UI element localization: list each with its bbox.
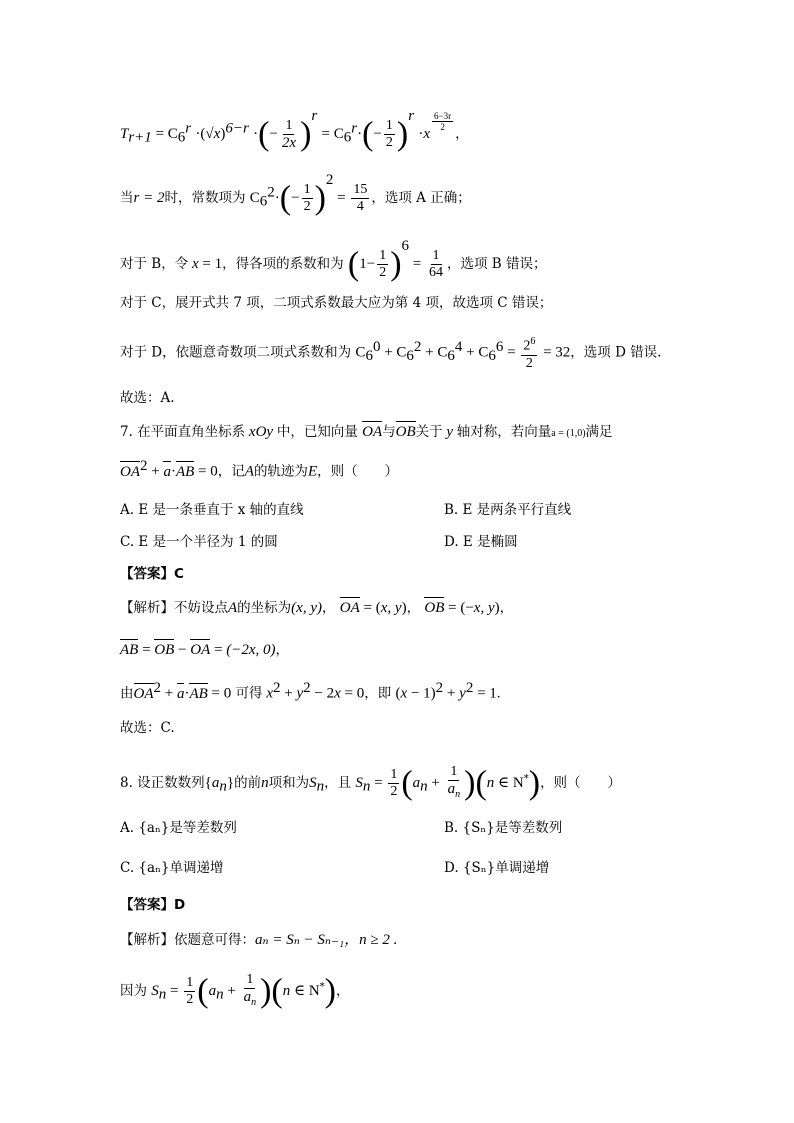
option-b-analysis: 对于 B，令 x = 1，得各项的系数和为 (1− $\frac{1}{2}$ )$^6$ = $\frac{1}{64}$ ，选项 B 错误； [120,238,547,283]
q8-option-a[interactable]: A. {aₙ}是等差数列 [120,820,237,836]
explanation-8-line2: 因为 $S_n$ = $\frac{1}{2}$ ($a_n$ + $\frac{1}{a_n}$ )(n ∈ N*)， [120,972,350,1010]
explanation-8-line1: 【解析】依题意可得：aₙ = Sₙ − Sₙ₋₁，n ≥ 2 . [120,932,398,948]
answer-8: 【答案】D [120,897,186,913]
answer-choice-7: 故选：C. [120,720,175,736]
q7-option-d[interactable]: D. E 是椭圆 [444,534,518,550]
option-c-analysis: 对于 C，展开式共 7 项，二项式系数最大应为第 4 项，故选项 C 错误； [120,295,553,311]
question-8-stem: 8. 设正数数列$\{a_n\}$的前n项和为$S_n$，且 $S_n$ = $\frac{1}{2}$ ($a_n$ + $\frac{1}{a_n}$ )(n ∈ N*)，则（ ） [120,764,622,802]
option-d-analysis: 对于 D，依题意奇数项二项式系数和为 $C_6^0 + C_6^2 + C_6^4 + C_6^6$ = $\frac{2^6}{2}$ = 32，选项 D 错误. [120,336,662,371]
q8-option-b[interactable]: B. {Sₙ}是等差数列 [444,820,563,836]
answer-choice-6: 故选：A. [120,390,175,406]
q7-option-a[interactable]: A. E 是一条垂直于 x 轴的直线 [120,502,304,518]
q7-option-b[interactable]: B. E 是两条平行直线 [444,502,572,518]
q8-option-c[interactable]: C. {aₙ}单调递增 [120,860,224,876]
question-7-stem: 7. 在平面直角坐标系 xOy 中，已知向量 OA与OB关于 y 轴对称，若向量a = (1,0)满足 [120,424,613,440]
explanation-7-line1: 【解析】不妨设点A的坐标为(x, y)， OA = (x, y)， OB = (−x, y)， [120,600,514,616]
answer-7: 【答案】C [120,566,184,582]
question-7-condition: $OA^2 + a\cdot AB = 0$，记A的轨迹为E，则（ ） [120,458,399,480]
constant-term-line: 当r = 2时，常数项为 $C_6^2\cdot(-$ $\frac{1}{2}$ )$^2$ = $\frac{15}{4}$ ，选项 A 正确； [120,172,471,217]
explanation-7-line3: 由$OA^2 + a\cdot AB = 0$ 可得 $x^2 + y^2 - 2x = 0$，即 $(x - 1)^2 + y^2 = 1$. [120,680,501,702]
q7-option-c[interactable]: C. E 是一个半径为 1 的圆 [120,534,278,550]
explanation-7-line2: AB = OB − OA = (−2x, 0)， [120,642,290,658]
q8-option-d[interactable]: D. {Sₙ}单调递增 [444,860,550,876]
formula-general-term: $T_{r+1} = C_6^r \cdot(√x)^{6-r}$ ·(− $\frac{1}{2x}$ )$^r = C_6^r\cdot(-$ $\frac{1}{2}$ )$^r$ ·x $^{\frac{6-3r}{2}}$ ， [120,108,469,153]
